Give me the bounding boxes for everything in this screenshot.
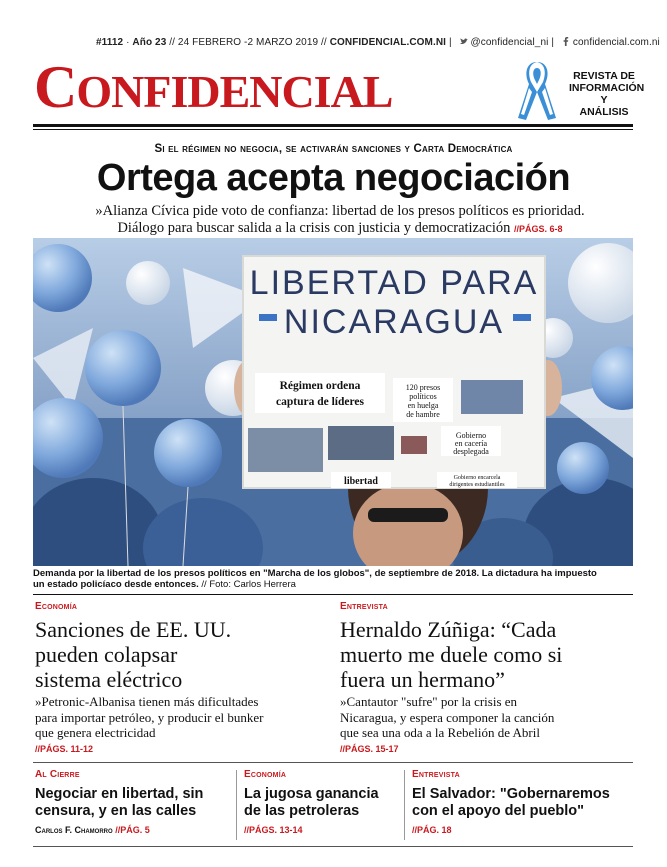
facebook-page[interactable]: confidencial.com.ni [572, 37, 660, 48]
story-1-title[interactable]: Sanciones de EE. UU. pueden colapsar sistema eléctrico [35, 617, 232, 692]
lead-headline[interactable]: Ortega acepta negociación [96, 157, 571, 199]
sign-line-2: NICARAGUA [283, 303, 505, 341]
issue-number: #1112 [96, 37, 124, 48]
brief-3-title[interactable]: El Salvador: "Gobernaremos con el apoyo del pueblo" [412, 786, 610, 819]
lead-photo [33, 238, 633, 566]
story-1-deck: »Petronic-Albanisa tienen más dificultades para importar petróleo, y producir el bunker que genera electricidad [35, 694, 264, 740]
masthead [32, 52, 645, 122]
photo-credit: // Foto: Carlos Herrera [201, 579, 296, 590]
clip-1: Régimen ordena [279, 380, 361, 392]
facebook-icon [561, 36, 571, 46]
clip-4: libertad [344, 476, 378, 487]
photo-caption: Demanda por la libertad de los presos políticos en "Marcha de los globos", de septiembre de 2018. La dictadura ha impuesto un estado policíaco desde entonces. // Foto: Carlos Herrera [33, 568, 597, 590]
brief-separator-2 [404, 770, 405, 840]
lead-deck: »Alianza Cívica pide voto de confianza: libertad de los presos políticos es prioridad. Diálogo para buscar salida a la crisis con justicia y democratización //PÁGS. 6-8 [95, 203, 585, 236]
svg-text:desplegada: desplegada [453, 447, 489, 456]
clip-2: 120 presos [405, 383, 441, 392]
svg-text:en huelga: en huelga [407, 401, 439, 410]
story-2-section[interactable]: Entrevista [340, 601, 388, 612]
protest-photo [33, 238, 633, 566]
clip-5: Gobierno encarcela [453, 475, 501, 481]
brief-3-section[interactable]: Entrevista [412, 769, 460, 780]
story-1-pages[interactable]: //PÁGS. 11-12 [35, 744, 94, 754]
brief-1-byline: Carlos F. Chamorro //PÁG. 5 [35, 825, 150, 835]
svg-text:captura de líderes: captura de líderes [276, 396, 364, 408]
issue-year: Año 23 [132, 37, 167, 48]
lead-kicker: Si el régimen no negocia, se activarán sanciones y Carta Democrática [154, 143, 513, 155]
site-link[interactable]: CONFIDENCIAL.COM.NI [329, 37, 447, 48]
sign-line-1: LIBERTAD PARA [249, 264, 539, 302]
footer-rule [33, 846, 633, 847]
svg-text:de hambre: de hambre [406, 410, 440, 419]
brief-1-section[interactable]: Al Cierre [35, 769, 80, 780]
masthead-divider-thin [33, 129, 633, 130]
brief-3-pages[interactable]: //PÁG. 18 [412, 825, 452, 835]
lead-pages[interactable]: //PÁGS. 6-8 [514, 224, 563, 234]
section-divider [33, 594, 633, 595]
story-1-section[interactable]: Economía [35, 601, 78, 612]
issue-dates: 24 FEBRERO -2 MARZO 2019 [177, 37, 319, 48]
brief-1-pages[interactable]: //PÁG. 5 [115, 825, 150, 835]
awareness-ribbon-icon [514, 58, 560, 122]
brief-1-title[interactable]: Negociar en libertad, sin censura, y en las calles [35, 786, 204, 819]
twitter-handle[interactable]: @confidencial_ni [470, 37, 549, 48]
story-2-title[interactable]: Hernaldo Zúñiga: “Cada muerto me duele como si fuera un hermano” [340, 617, 563, 692]
issue-line: #1112 · Año 23 // 24 FEBRERO -2 MARZO 2019 // CONFIDENCIAL.COM.NI | @confidencial_ni | confidencial.com.ni [96, 37, 660, 48]
brief-2-title[interactable]: La jugosa ganancia de las petroleras [244, 786, 379, 819]
story-2-pages[interactable]: //PÁGS. 15-17 [340, 744, 399, 754]
brief-separator-1 [236, 770, 237, 840]
brief-2-pages[interactable]: //PÁGS. 13-14 [244, 825, 303, 835]
twitter-icon [459, 36, 469, 46]
svg-text:políticos: políticos [409, 392, 437, 401]
tagline: REVISTA DE INFORMACIÓN Y ANÁLISIS [569, 70, 645, 118]
masthead-divider [33, 124, 633, 127]
brief-2-section[interactable]: Economía [244, 769, 287, 780]
svg-text:en cacería: en cacería [454, 439, 488, 448]
story-2-deck: »Cantautor "sufre" por la crisis en Nicaragua, y espera componer la canción que sea una oda a la Rebelión de Abril [340, 694, 555, 740]
svg-text:dirigentes estudiantiles: dirigentes estudiantiles [449, 482, 505, 488]
clip-3: Gobierno [455, 431, 487, 440]
briefs-divider [33, 762, 633, 763]
logo[interactable]: CONFIDENCIAL [34, 54, 393, 120]
